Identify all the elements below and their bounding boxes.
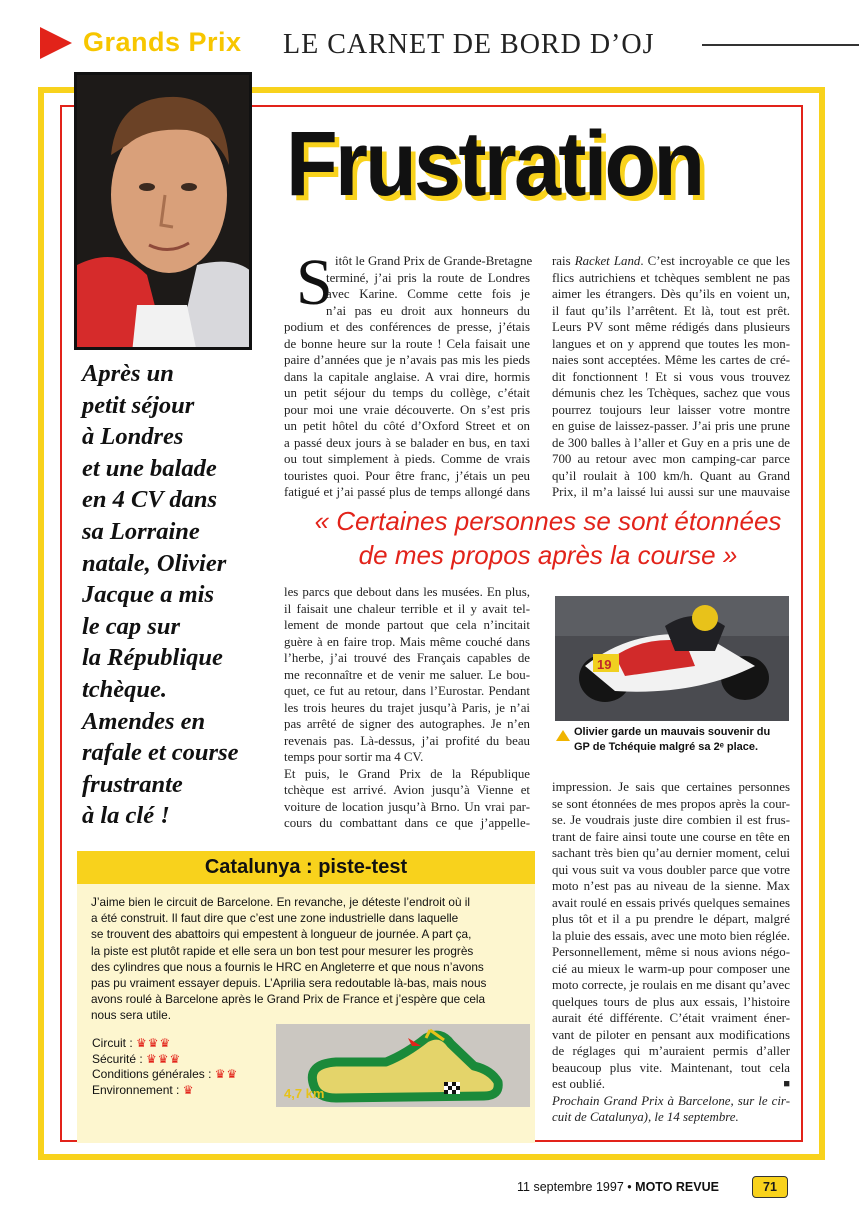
lead-line: le cap sur [82, 612, 180, 640]
crown-icon: ♛♛♛ [146, 1051, 182, 1066]
article-title: Frustration [286, 113, 703, 215]
column-2-bottom-line: quelques tours de plus aux essais, l’histoire [552, 994, 790, 1009]
column-2-top-line: pourrez toujours leur laisser votre montre [552, 402, 790, 417]
rating-label: Environnement : [92, 1082, 183, 1097]
column-2-top-line: en guise de laissez-passer. J’ai pris une prune [552, 419, 790, 433]
rating-label: Sécurité : [92, 1051, 147, 1066]
column-2-bottom-line: Personnellement, même si nous avions négo- [552, 945, 790, 959]
issue-date: 11 septembre 1997 [517, 1180, 624, 1194]
column-2-top-line: démunis chez les Tchèques, sachez que vous [552, 386, 790, 400]
column-1-top-line: fatigué et j’ai passé plus de temps allongé dans [284, 485, 530, 499]
column-1-bottom-line: les parcs que debout dans les musées. En plus, [284, 585, 530, 599]
column-1-top [284, 246, 533, 501]
page-number: 71 [752, 1176, 788, 1198]
column-2-top-line: qu’il roulait à 100 km/h. Quant au Grand [552, 468, 790, 483]
crown-icon: ♛ [182, 1082, 195, 1097]
track-length: 4,7 km [284, 1086, 325, 1101]
column-2-top-line: naies sont acceptées. Même les cartes de cré- [552, 353, 790, 367]
column-2-top-line: Prix, il m’a laissé lui aussi sur une mauvaise [552, 485, 790, 499]
race-illustration [555, 596, 789, 721]
sidebar-line: avons roulé à Barcelone après le Grand Prix de France et j’espère que cela [91, 992, 486, 1007]
pull-quote-line-1: « Certaines personnes se sont étonnées [314, 506, 782, 536]
column-1-top-line: de bonne heure sur la route ! Cela faisait une [284, 336, 530, 351]
rating-label: Circuit : [92, 1036, 137, 1050]
column-2-top-line: il faut qu’ils l’arrêtent. Et là, tout est prêt. [552, 303, 790, 318]
lead-line: à Londres [82, 423, 184, 451]
column-2-bottom-line: impression. Je sais que certaines personnes [552, 780, 790, 794]
column-2-top-line: de 300 balles à l’aller et Guy en a pris une de [552, 435, 790, 450]
column-2-bottom-line: avait roulé en essais privés quelques semaines [552, 895, 790, 910]
column-1-top-line: avec Karine. Comme cette fois je [326, 287, 530, 301]
column-1-bottom-line: Et puis, le Grand Prix de la République [284, 766, 530, 781]
lead-line: Jacque a mis [82, 581, 215, 609]
section-label: Grands Prix [83, 27, 242, 57]
crown-icon: ♛♛ [214, 1067, 239, 1081]
photo-caption [574, 725, 794, 755]
lead-line: rafale et course [82, 739, 239, 767]
column-2-bottom [552, 779, 790, 1126]
column-2-bottom-line: moto correcte, je roulais en me disant qu’avec [552, 978, 790, 992]
column-2-top-line: langues et on y apprend que toutes les mon- [552, 336, 790, 351]
lead-line: à la clé ! [82, 802, 170, 830]
column-1-top-line: touristes quoi. Pour être franc, j’étais un peu [284, 468, 530, 483]
pull-quote-line-2: de mes propos après la course » [358, 540, 738, 570]
end-mark: ■ [783, 1078, 790, 1090]
sidebar-line: a été construit. Il faut dire que c’est une zone industrielle dans laquelle [91, 911, 459, 926]
column-1-top-line: ou tout simplement à pieds. Comme de vrais [284, 452, 530, 466]
column-2-bottom-line: sachant très bien qu’au dernier moment, celui [552, 846, 790, 860]
column-2-bottom-line: qui vous suit va vous doubler parce que votre [552, 862, 790, 877]
rating-row [92, 1052, 238, 1068]
portrait-illustration [77, 75, 252, 350]
column-1-bottom-line: cours du combattant dans ce que j’appelle- [284, 816, 530, 830]
column-1-bottom-line: quet, ce fut au retour, dans l’Eurostar. Pendant [284, 684, 530, 698]
column-2-bottom-line: cié au mieux le warm-up pour composer une [552, 961, 790, 976]
track-map [276, 1024, 530, 1107]
column-2-top-line: aimer les étrangers. Dès qu’ils en voient un, [552, 287, 790, 301]
column-title: LE CARNET DE BORD D’OJ [283, 29, 655, 60]
column-2-top-line: Leurs PV sont même rédigés dans plusieurs [552, 320, 790, 334]
column-1-top-line: un petit séjour du temps du collège, c’était [284, 386, 530, 400]
sidebar-title: Catalunya : piste-test [77, 851, 535, 884]
column-2-top [552, 253, 790, 501]
pull-quote [288, 504, 808, 572]
column-1-bottom-line: les trois heures du trajet jusqu’à Paris, je n’ai [284, 700, 530, 715]
column-2-bottom-line: moto n’est pas au niveau de la sienne. Max [552, 879, 790, 893]
lead-line: sa Lorraine [82, 517, 200, 545]
column-1-top-line: terminé, j’ai pris la route de Londres [326, 270, 530, 285]
sidebar-line: nous sera utile. [91, 1008, 172, 1023]
drop-cap: S [296, 246, 333, 319]
lead-line: frustrante [82, 770, 183, 798]
column-2-bottom-line: beaucoup plus vite. Maintenant, tout cela [552, 1060, 790, 1075]
column-2-top-line: dit fonctionnent ! Et si vous vous trouvez [552, 369, 790, 384]
column-2-bottom-line: aurait été différente. C’était vraiment éner- [552, 1011, 790, 1025]
column-2-top-line: rais Racket Land. C’est incroyable ce que les [552, 254, 790, 268]
column-1-bottom-line: il faisait une chaleur terrible et il y avait tel- [284, 601, 530, 616]
column-1-top-line: podium et des conférences de presse, j’étais [284, 320, 530, 334]
column-1-bottom-line: l’herbe, j’ai trouvé des Français capables de [284, 651, 530, 665]
column-1-top-line: paire d’années que je n’avais pas mis les pieds [284, 353, 530, 367]
photo-caption-line-1: Olivier garde un mauvais souvenir du [574, 726, 771, 738]
closing-line: cuit de Catalunya), le 14 septembre. [552, 1110, 739, 1124]
sidebar-line: J’aime bien le circuit de Barcelone. En revanche, je déteste l’endroit où il [91, 895, 471, 909]
column-1-top-line: un petit hôtel du côté d’Oxford Street et on [284, 419, 530, 433]
column-2-bottom-line: est oublié. ■ [552, 1077, 790, 1091]
column-1-bottom-line: voiture de location jusqu’à Brno. Un vrai par- [284, 799, 530, 814]
footer-credit [517, 1180, 719, 1194]
column-1-bottom-line: revenais pas. Là-dessus, j’ai profité du beau [284, 733, 530, 748]
lead-line: et une balade [82, 454, 217, 482]
column-1-bottom-line: pas arrêté de signer des autographes. Je n’en [284, 717, 530, 731]
lead-line: petit séjour [82, 391, 195, 419]
sidebar-line: se trouvent des abattoirs qui empestent à longueur de journée. A part ça, [91, 927, 472, 942]
column-1-bottom-line: me reconnaître et de venir me saluer. Le bou- [284, 667, 530, 682]
column-1-bottom-line: guère à en faire trop. Mais même couché dans [284, 634, 530, 649]
lead-line: Amendes en [82, 707, 206, 735]
article-lead [82, 358, 272, 832]
header-rule [702, 44, 859, 46]
track-map-illustration [276, 1024, 530, 1107]
column-2-bottom-line: vant de piloter en pensant aux modifications [552, 1027, 790, 1042]
column-1-top-line: a passé deux jours à se balader en bus, en taxi [284, 435, 530, 450]
rating-row [92, 1067, 238, 1083]
column-2-bottom-line: plus tôt et il a pu prendre le départ, malgré [552, 912, 790, 926]
lead-line: Après un [82, 360, 174, 387]
column-1-bottom-line: tchèque est arrivé. Avion jusqu’à Vienne et [284, 783, 530, 797]
rating-row [92, 1036, 238, 1052]
sidebar-text [91, 894, 521, 1024]
column-2-bottom-line: trant de faire ainsi toute une course en tête en [552, 829, 790, 844]
photo-caption-line-2: GP de Tchéquie malgré sa 2ᵉ place. [574, 741, 759, 753]
sidebar-line: pas pu vraiment essayer depuis. L’Aprilia sera redoutable là-bas, mais nous [91, 976, 487, 991]
crown-icon: ♛♛♛ [136, 1036, 172, 1050]
lead-line: la République [82, 644, 223, 672]
race-photo [555, 596, 789, 721]
column-2-bottom-line: la pluie des essais, avec une moto bien réglée. [552, 928, 790, 943]
column-2-bottom-line: se sont étonnées de mes propos après la cour- [552, 796, 790, 811]
lead-line: en 4 CV dans [82, 486, 218, 514]
column-1-bottom-line: lement de monde partout que cela n’incitait [284, 618, 530, 632]
column-1-top-line: dans la capitale anglaise. A vrai dire, hormis [284, 369, 530, 384]
caption-arrow-icon [556, 730, 570, 741]
lead-line: tchèque. [82, 675, 168, 703]
sidebar-line: des cylindres que nous a fournis le HRC en Angleterre et que nous n’avons [91, 959, 484, 974]
footer-separator: • [627, 1180, 632, 1194]
column-1-top-line: n’ai pas eu droit aux honneurs du [326, 303, 530, 318]
rating-row [92, 1083, 238, 1099]
ratings-list [92, 1036, 238, 1098]
section-arrow-icon [40, 27, 72, 59]
column-2-bottom-line: de réglages qui m’auraient permis d’aller [552, 1044, 790, 1058]
column-2-top-line: flics autrichiens et tchèques semblent ne pas [552, 270, 790, 285]
column-1-bottom [284, 584, 530, 832]
closing-line: Prochain Grand Prix à Barcelone, sur le cir- [552, 1093, 790, 1108]
portrait-photo [74, 72, 252, 350]
race-number: 19 [597, 657, 612, 672]
column-1-top-line: pour moi une vraie découverte. On s’est pris [284, 402, 530, 417]
rating-label: Conditions générales : [92, 1067, 215, 1081]
column-2-bottom-line: se. Je voudrais juste dire combien il est frus- [552, 813, 790, 827]
magazine-name: MOTO REVUE [635, 1180, 719, 1194]
column-1-bottom-line: temps pour sortir ma 4 CV. [284, 750, 424, 764]
column-2-top-line: 700 au retour avec mon camping-car parce [552, 452, 790, 466]
column-1-top-line: itôt le Grand Prix de Grande-Bretagne [335, 254, 533, 268]
sidebar-line: la piste est plutôt rapide et elle sera un bon test pour mesurer les progrès [91, 943, 474, 958]
lead-line: natale, Olivier [82, 549, 227, 577]
